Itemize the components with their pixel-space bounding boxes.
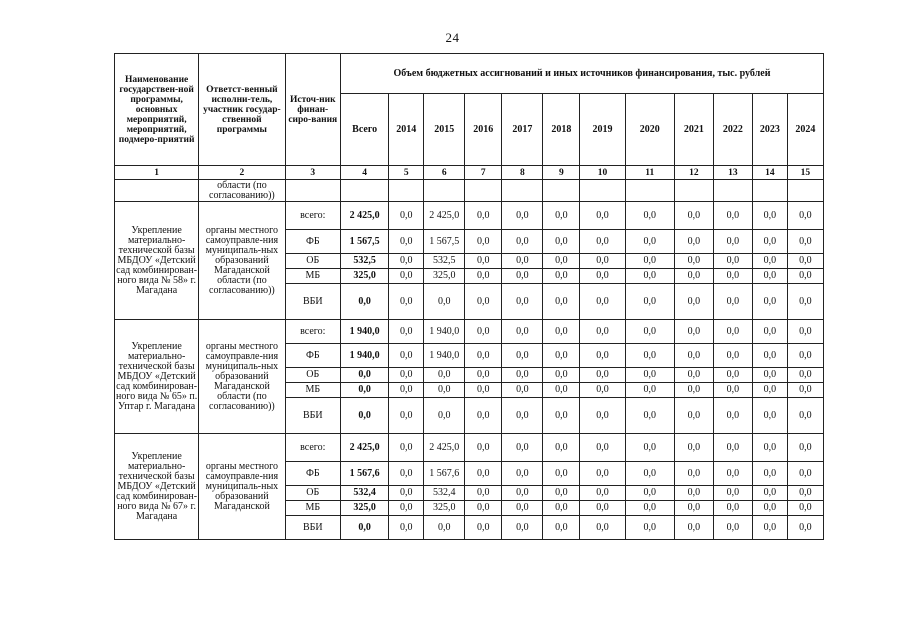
header-year: 2023 bbox=[752, 94, 787, 166]
funding-source: ВБИ bbox=[285, 516, 340, 540]
year-value: 0,0 bbox=[752, 501, 787, 516]
year-value: 0,0 bbox=[543, 383, 580, 398]
year-value: 0,0 bbox=[625, 284, 674, 320]
year-value: 0,0 bbox=[580, 320, 625, 344]
column-number: 7 bbox=[465, 166, 502, 180]
year-value: 0,0 bbox=[424, 516, 465, 540]
column-number: 11 bbox=[625, 166, 674, 180]
empty-cell bbox=[625, 180, 674, 202]
year-value: 0,0 bbox=[752, 486, 787, 501]
funding-source: МБ bbox=[285, 501, 340, 516]
header-funding-group: Объем бюджетных ассигнований и иных источников финансирования, тыс. рублей bbox=[341, 54, 824, 94]
year-value: 325,0 bbox=[424, 269, 465, 284]
year-value: 0,0 bbox=[580, 368, 625, 383]
year-value: 0,0 bbox=[713, 383, 752, 398]
year-value: 0,0 bbox=[674, 284, 713, 320]
funding-source: ВБИ bbox=[285, 398, 340, 434]
empty-cell bbox=[580, 180, 625, 202]
year-value: 0,0 bbox=[580, 230, 625, 254]
column-number: 10 bbox=[580, 166, 625, 180]
year-value: 0,0 bbox=[580, 269, 625, 284]
year-value: 0,0 bbox=[625, 269, 674, 284]
year-value: 0,0 bbox=[389, 462, 424, 486]
year-value: 0,0 bbox=[389, 516, 424, 540]
column-number: 13 bbox=[713, 166, 752, 180]
empty-cell bbox=[787, 180, 823, 202]
year-value: 0,0 bbox=[787, 254, 823, 269]
continuation-row bbox=[115, 180, 824, 202]
year-value: 0,0 bbox=[674, 501, 713, 516]
year-value: 0,0 bbox=[752, 462, 787, 486]
year-value: 0,0 bbox=[752, 344, 787, 368]
year-value: 532,4 bbox=[424, 486, 465, 501]
total-value: 1 940,0 bbox=[341, 320, 389, 344]
year-value: 0,0 bbox=[502, 344, 543, 368]
empty-cell bbox=[285, 180, 340, 202]
year-value: 0,0 bbox=[713, 320, 752, 344]
empty-cell bbox=[713, 180, 752, 202]
funding-source: ФБ bbox=[285, 344, 340, 368]
header-year: 2020 bbox=[625, 94, 674, 166]
year-value: 0,0 bbox=[787, 501, 823, 516]
year-value: 0,0 bbox=[502, 398, 543, 434]
year-value: 0,0 bbox=[424, 368, 465, 383]
year-value: 0,0 bbox=[502, 486, 543, 501]
year-value: 0,0 bbox=[752, 368, 787, 383]
year-value: 0,0 bbox=[580, 516, 625, 540]
total-value: 0,0 bbox=[341, 383, 389, 398]
year-value: 0,0 bbox=[465, 434, 502, 462]
responsible-executor: органы местного самоуправле-ния муниципаль-ных образований Магаданской области (по согласованию)) bbox=[199, 202, 285, 320]
year-value: 0,0 bbox=[625, 398, 674, 434]
total-value: 0,0 bbox=[341, 368, 389, 383]
empty-cell bbox=[752, 180, 787, 202]
funding-source: МБ bbox=[285, 383, 340, 398]
year-value: 0,0 bbox=[713, 368, 752, 383]
empty-cell bbox=[502, 180, 543, 202]
year-value: 0,0 bbox=[389, 501, 424, 516]
year-value: 0,0 bbox=[465, 486, 502, 501]
column-number: 2 bbox=[199, 166, 285, 180]
column-number: 8 bbox=[502, 166, 543, 180]
year-value: 2 425,0 bbox=[424, 202, 465, 230]
year-value: 0,0 bbox=[674, 462, 713, 486]
empty-cell bbox=[389, 180, 424, 202]
year-value: 0,0 bbox=[752, 269, 787, 284]
total-value: 1 567,5 bbox=[341, 230, 389, 254]
year-value: 0,0 bbox=[674, 269, 713, 284]
header-year: 2021 bbox=[674, 94, 713, 166]
year-value: 0,0 bbox=[502, 284, 543, 320]
year-value: 532,5 bbox=[424, 254, 465, 269]
table-row bbox=[115, 434, 824, 462]
year-value: 0,0 bbox=[625, 320, 674, 344]
year-value: 0,0 bbox=[580, 254, 625, 269]
year-value: 2 425,0 bbox=[424, 434, 465, 462]
funding-source: ФБ bbox=[285, 462, 340, 486]
year-value: 0,0 bbox=[713, 501, 752, 516]
year-value: 1 940,0 bbox=[424, 320, 465, 344]
empty-cell bbox=[115, 180, 199, 202]
year-value: 0,0 bbox=[787, 368, 823, 383]
funding-source: МБ bbox=[285, 269, 340, 284]
header-year: 2015 bbox=[424, 94, 465, 166]
year-value: 1 567,5 bbox=[424, 230, 465, 254]
empty-cell bbox=[424, 180, 465, 202]
header-year: 2017 bbox=[502, 94, 543, 166]
year-value: 1 940,0 bbox=[424, 344, 465, 368]
year-value: 0,0 bbox=[543, 254, 580, 269]
year-value: 0,0 bbox=[674, 383, 713, 398]
year-value: 0,0 bbox=[502, 254, 543, 269]
year-value: 0,0 bbox=[625, 202, 674, 230]
year-value: 1 567,6 bbox=[424, 462, 465, 486]
page-number: 24 bbox=[445, 30, 460, 45]
program-name: Укрепление материально-технической базы МБДОУ «Детский сад комбинирован-ного вида № 65» п. Уптар г. Магадана bbox=[115, 320, 199, 434]
year-value: 0,0 bbox=[389, 398, 424, 434]
empty-cell bbox=[465, 180, 502, 202]
year-value: 0,0 bbox=[787, 284, 823, 320]
total-value: 2 425,0 bbox=[341, 202, 389, 230]
year-value: 0,0 bbox=[625, 462, 674, 486]
year-value: 0,0 bbox=[502, 368, 543, 383]
year-value: 0,0 bbox=[465, 462, 502, 486]
year-value: 0,0 bbox=[625, 254, 674, 269]
year-value: 0,0 bbox=[424, 398, 465, 434]
year-value: 0,0 bbox=[752, 320, 787, 344]
empty-cell bbox=[674, 180, 713, 202]
year-value: 0,0 bbox=[543, 202, 580, 230]
year-value: 325,0 bbox=[424, 501, 465, 516]
header-year: 2016 bbox=[465, 94, 502, 166]
year-value: 0,0 bbox=[713, 516, 752, 540]
year-value: 0,0 bbox=[625, 501, 674, 516]
year-value: 0,0 bbox=[625, 368, 674, 383]
year-value: 0,0 bbox=[389, 383, 424, 398]
header-year: 2019 bbox=[580, 94, 625, 166]
column-number: 15 bbox=[787, 166, 823, 180]
year-value: 0,0 bbox=[543, 344, 580, 368]
column-number: 1 bbox=[115, 166, 199, 180]
year-value: 0,0 bbox=[502, 516, 543, 540]
year-value: 0,0 bbox=[465, 398, 502, 434]
year-value: 0,0 bbox=[674, 320, 713, 344]
year-value: 0,0 bbox=[580, 398, 625, 434]
year-value: 0,0 bbox=[465, 368, 502, 383]
funding-source: всего: bbox=[285, 202, 340, 230]
funding-source: ФБ bbox=[285, 230, 340, 254]
year-value: 0,0 bbox=[465, 284, 502, 320]
year-value: 0,0 bbox=[674, 486, 713, 501]
year-value: 0,0 bbox=[674, 368, 713, 383]
year-value: 0,0 bbox=[543, 516, 580, 540]
year-value: 0,0 bbox=[752, 434, 787, 462]
year-value: 0,0 bbox=[713, 230, 752, 254]
year-value: 0,0 bbox=[389, 344, 424, 368]
year-value: 0,0 bbox=[625, 486, 674, 501]
table-body bbox=[115, 180, 824, 540]
year-value: 0,0 bbox=[580, 284, 625, 320]
table-row bbox=[115, 202, 824, 230]
year-value: 0,0 bbox=[674, 344, 713, 368]
year-value: 0,0 bbox=[674, 434, 713, 462]
funding-source: ОБ bbox=[285, 254, 340, 269]
year-value: 0,0 bbox=[674, 398, 713, 434]
continuation-responsible: области (по согласованию)) bbox=[199, 180, 285, 202]
column-number: 5 bbox=[389, 166, 424, 180]
year-value: 0,0 bbox=[580, 202, 625, 230]
funding-source: всего: bbox=[285, 320, 340, 344]
year-value: 0,0 bbox=[674, 202, 713, 230]
total-value: 532,4 bbox=[341, 486, 389, 501]
column-number: 9 bbox=[543, 166, 580, 180]
year-value: 0,0 bbox=[580, 434, 625, 462]
total-value: 0,0 bbox=[341, 284, 389, 320]
year-value: 0,0 bbox=[502, 320, 543, 344]
header-source: Источ-ник финан-сиро-вания bbox=[285, 54, 340, 166]
year-value: 0,0 bbox=[543, 368, 580, 383]
year-value: 0,0 bbox=[465, 202, 502, 230]
year-value: 0,0 bbox=[580, 344, 625, 368]
year-value: 0,0 bbox=[713, 344, 752, 368]
funding-source: ОБ bbox=[285, 486, 340, 501]
year-value: 0,0 bbox=[787, 383, 823, 398]
year-value: 0,0 bbox=[389, 269, 424, 284]
year-value: 0,0 bbox=[625, 516, 674, 540]
year-value: 0,0 bbox=[543, 284, 580, 320]
year-value: 0,0 bbox=[625, 230, 674, 254]
header-program-name: Наименование государствен-ной программы, основных мероприятий, мероприятий, подмеро-приятий bbox=[115, 54, 199, 166]
year-value: 0,0 bbox=[502, 501, 543, 516]
year-value: 0,0 bbox=[752, 516, 787, 540]
total-value: 532,5 bbox=[341, 254, 389, 269]
program-name: Укрепление материально-технической базы МБДОУ «Детский сад комбинирован-ного вида № 58» г. Магадана bbox=[115, 202, 199, 320]
year-value: 0,0 bbox=[465, 501, 502, 516]
year-value: 0,0 bbox=[674, 230, 713, 254]
year-value: 0,0 bbox=[543, 230, 580, 254]
year-value: 0,0 bbox=[752, 254, 787, 269]
year-value: 0,0 bbox=[752, 383, 787, 398]
year-value: 0,0 bbox=[543, 462, 580, 486]
total-value: 1 940,0 bbox=[341, 344, 389, 368]
year-value: 0,0 bbox=[424, 284, 465, 320]
year-value: 0,0 bbox=[752, 202, 787, 230]
year-value: 0,0 bbox=[389, 368, 424, 383]
year-value: 0,0 bbox=[502, 383, 543, 398]
empty-cell bbox=[341, 180, 389, 202]
column-number: 12 bbox=[674, 166, 713, 180]
year-value: 0,0 bbox=[625, 383, 674, 398]
header-year: 2024 bbox=[787, 94, 823, 166]
year-value: 0,0 bbox=[787, 269, 823, 284]
year-value: 0,0 bbox=[465, 230, 502, 254]
year-value: 0,0 bbox=[543, 486, 580, 501]
year-value: 0,0 bbox=[713, 462, 752, 486]
year-value: 0,0 bbox=[543, 501, 580, 516]
header-year: 2014 bbox=[389, 94, 424, 166]
year-value: 0,0 bbox=[389, 202, 424, 230]
year-value: 0,0 bbox=[580, 501, 625, 516]
header-year: 2022 bbox=[713, 94, 752, 166]
year-value: 0,0 bbox=[543, 269, 580, 284]
year-value: 0,0 bbox=[674, 254, 713, 269]
column-number: 4 bbox=[341, 166, 389, 180]
header-total: Всего bbox=[341, 94, 389, 166]
funding-source: ВБИ bbox=[285, 284, 340, 320]
year-value: 0,0 bbox=[625, 434, 674, 462]
total-value: 325,0 bbox=[341, 269, 389, 284]
year-value: 0,0 bbox=[787, 462, 823, 486]
year-value: 0,0 bbox=[713, 398, 752, 434]
header-year: 2018 bbox=[543, 94, 580, 166]
year-value: 0,0 bbox=[502, 462, 543, 486]
year-value: 0,0 bbox=[752, 284, 787, 320]
year-value: 0,0 bbox=[787, 320, 823, 344]
column-number: 14 bbox=[752, 166, 787, 180]
year-value: 0,0 bbox=[787, 344, 823, 368]
year-value: 0,0 bbox=[543, 320, 580, 344]
year-value: 0,0 bbox=[580, 383, 625, 398]
year-value: 0,0 bbox=[389, 254, 424, 269]
year-value: 0,0 bbox=[580, 486, 625, 501]
year-value: 0,0 bbox=[713, 269, 752, 284]
funding-source: ОБ bbox=[285, 368, 340, 383]
year-value: 0,0 bbox=[465, 254, 502, 269]
year-value: 0,0 bbox=[465, 383, 502, 398]
column-number: 6 bbox=[424, 166, 465, 180]
year-value: 0,0 bbox=[787, 202, 823, 230]
year-value: 0,0 bbox=[787, 230, 823, 254]
year-value: 0,0 bbox=[625, 344, 674, 368]
header-responsible: Ответст-венный исполни-тель, участник государ-ственной программы bbox=[199, 54, 285, 166]
funding-source: всего: bbox=[285, 434, 340, 462]
year-value: 0,0 bbox=[580, 462, 625, 486]
year-value: 0,0 bbox=[465, 269, 502, 284]
year-value: 0,0 bbox=[787, 398, 823, 434]
year-value: 0,0 bbox=[465, 516, 502, 540]
responsible-executor: органы местного самоуправле-ния муниципаль-ных образований Магаданской области (по согласованию)) bbox=[199, 320, 285, 434]
program-name: Укрепление материально-технической базы МБДОУ «Детский сад комбинирован-ного вида № 67» г. Магадана bbox=[115, 434, 199, 540]
empty-cell bbox=[543, 180, 580, 202]
year-value: 0,0 bbox=[787, 486, 823, 501]
year-value: 0,0 bbox=[752, 398, 787, 434]
total-value: 325,0 bbox=[341, 501, 389, 516]
year-value: 0,0 bbox=[713, 284, 752, 320]
year-value: 0,0 bbox=[713, 486, 752, 501]
year-value: 0,0 bbox=[389, 320, 424, 344]
year-value: 0,0 bbox=[502, 269, 543, 284]
year-value: 0,0 bbox=[389, 434, 424, 462]
budget-table bbox=[114, 53, 824, 540]
year-value: 0,0 bbox=[713, 434, 752, 462]
year-value: 0,0 bbox=[389, 284, 424, 320]
total-value: 0,0 bbox=[341, 516, 389, 540]
year-value: 0,0 bbox=[543, 398, 580, 434]
year-value: 0,0 bbox=[543, 434, 580, 462]
year-value: 0,0 bbox=[752, 230, 787, 254]
responsible-executor: органы местного самоуправле-ния муниципаль-ных образований Магаданской bbox=[199, 434, 285, 540]
total-value: 0,0 bbox=[341, 398, 389, 434]
year-value: 0,0 bbox=[424, 383, 465, 398]
year-value: 0,0 bbox=[713, 254, 752, 269]
year-value: 0,0 bbox=[389, 486, 424, 501]
year-value: 0,0 bbox=[787, 516, 823, 540]
year-value: 0,0 bbox=[389, 230, 424, 254]
year-value: 0,0 bbox=[465, 344, 502, 368]
year-value: 0,0 bbox=[502, 230, 543, 254]
year-value: 0,0 bbox=[502, 202, 543, 230]
year-value: 0,0 bbox=[787, 434, 823, 462]
year-value: 0,0 bbox=[465, 320, 502, 344]
total-value: 2 425,0 bbox=[341, 434, 389, 462]
year-value: 0,0 bbox=[502, 434, 543, 462]
year-value: 0,0 bbox=[713, 202, 752, 230]
table-row bbox=[115, 320, 824, 344]
column-number: 3 bbox=[285, 166, 340, 180]
column-number-row bbox=[115, 166, 824, 180]
year-value: 0,0 bbox=[674, 516, 713, 540]
total-value: 1 567,6 bbox=[341, 462, 389, 486]
